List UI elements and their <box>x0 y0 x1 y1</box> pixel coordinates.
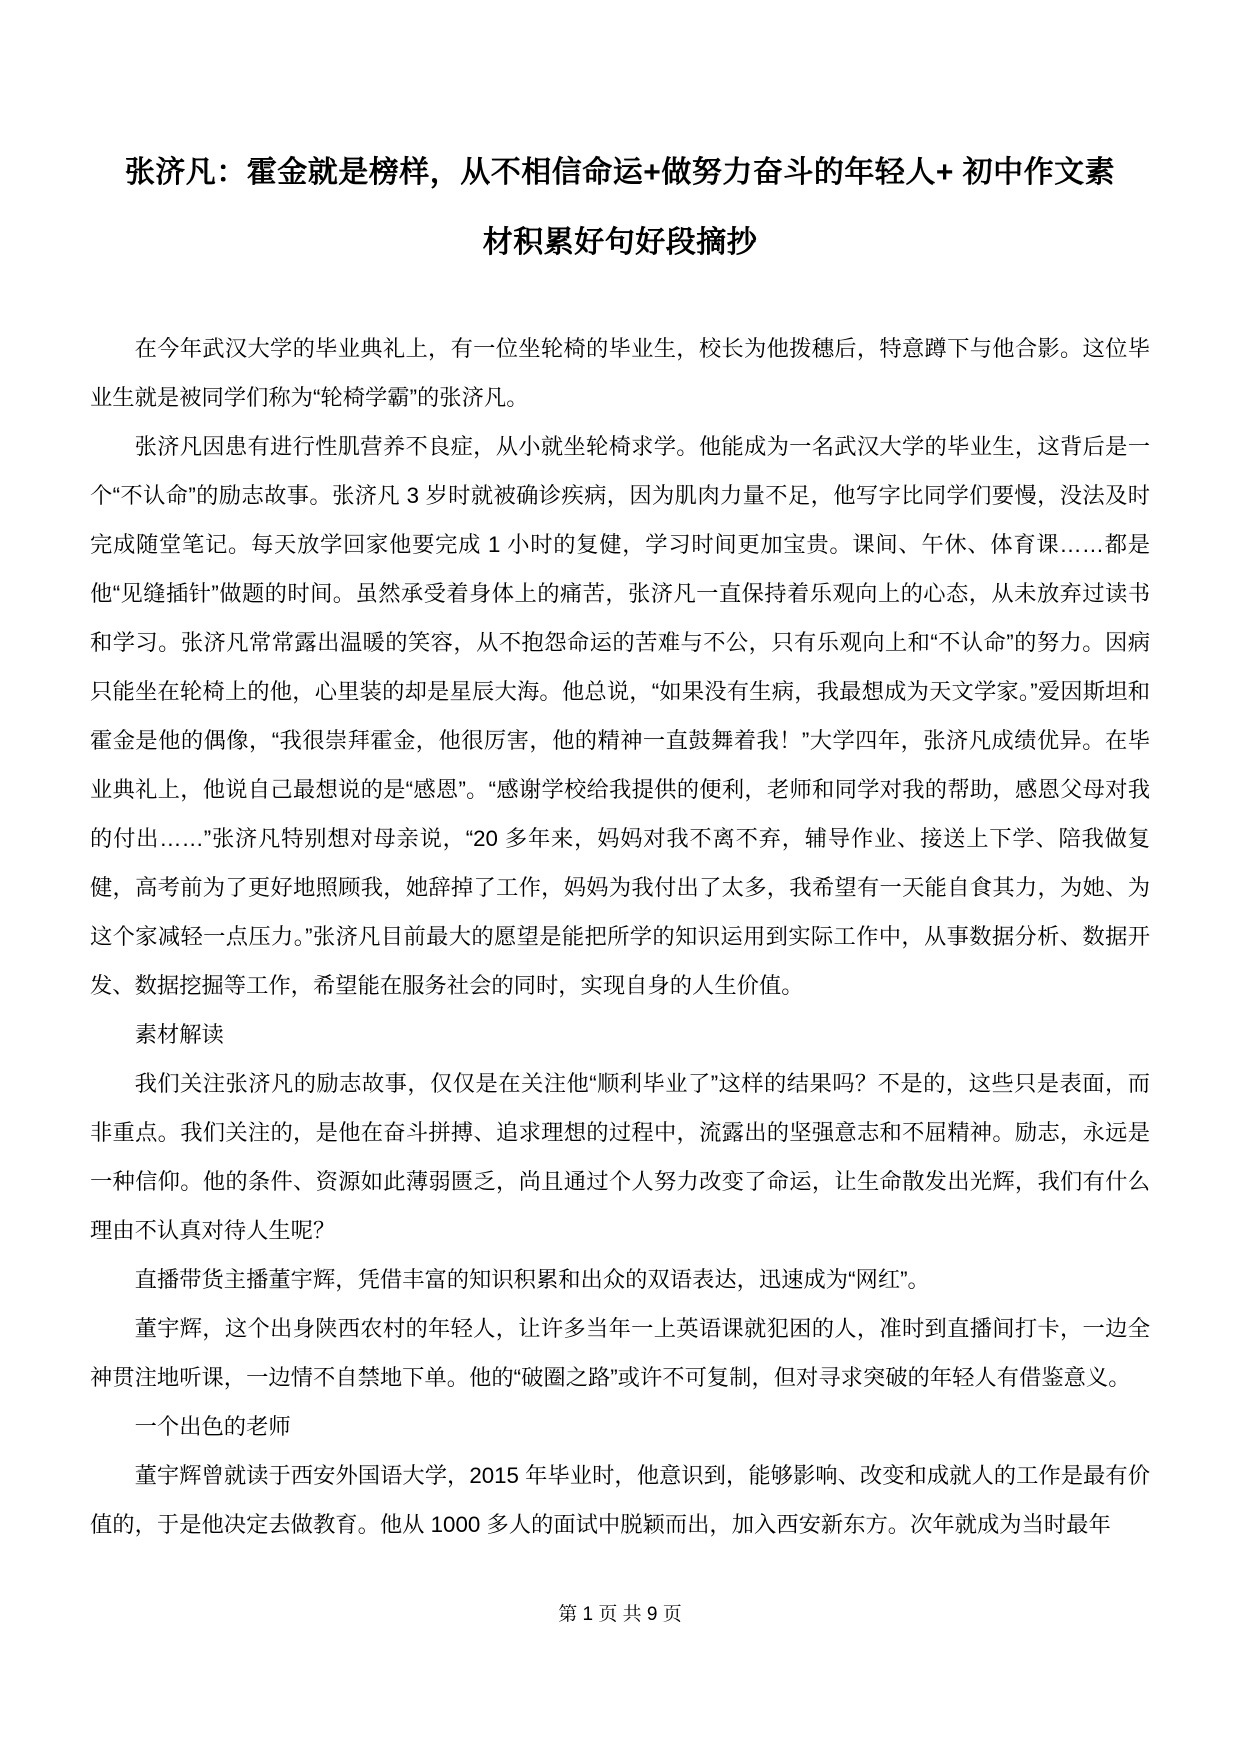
document-title <box>90 138 1150 278</box>
paragraph: 我们关注张济凡的励志故事，仅仅是在关注他“顺利毕业了”这样的结果吗？不是的，这些只是表面，而非重点。我们关注的，是他在奋斗拼搏、追求理想的过程中，流露出的坚强意志和不屈精神。励志，永远是一种信仰。他的条件、资源如此薄弱匮乏，尚且通过个人努力改变了命运，让生命散发出光辉，我们有什么理由不认真对待人生呢？ <box>90 1071 1150 1243</box>
paragraph: 直播带货主播董宇辉，凭借丰富的知识积累和出众的双语表达，迅速成为“网红”。 <box>134 1267 930 1292</box>
paragraph: 董宇辉，这个出身陕西农村的年轻人，让许多当年一上英语课就犯困的人，准时到直播间打卡，一边全神贯注地听课，一边情不自禁地下单。他的“破圈之路”或许不可复制，但对寻求突破的年轻人有借鉴意义。 <box>90 1316 1150 1390</box>
paragraph: 一个出色的老师 <box>134 1414 291 1439</box>
paragraph: 张济凡因患有进行性肌营养不良症，从小就坐轮椅求学。他能成为一名武汉大学的毕业生，这背后是一个“不认命”的励志故事。张济凡 3 岁时就被确诊疾病，因为肌肉力量不足，他写字比同学们要慢，没法及时完成随堂笔记。每天放学回家他要完成 1 小时的复健，学习时间更加宝贵。课间、午休、体育课……都是他“见缝插针”做题的时间。虽然承受着身体上的痛苦，张济凡一直保持着乐观向上的心态，从未放弃过读书和学习。张济凡常常露出温暖的笑容，从不抱怨命运的苦难与不公，只有乐观向上和“不认命”的努力。因病只能坐在轮椅上的他，心里装的却是星辰大海。他总说，“如果没有生病，我最想成为天文学家。”爱因斯坦和霍金是他的偶像，“我很崇拜霍金，他很厉害，他的精神一直鼓舞着我！”大学四年，张济凡成绩优异。在毕业典礼上，他说自己最想说的是“感恩”。“感谢学校给我提供的便利，老师和同学对我的帮助，感恩父母对我的付出……”张济凡特别想对母亲说，“20 多年来，妈妈对我不离不弃，辅导作业、接送上下学、陪我做复健，高考前为了更好地照顾我，她辞掉了工作，妈妈为我付出了太多，我希望有一天能自食其力，为她、为这个家减轻一点压力。”张济凡目前最大的愿望是能把所学的知识运用到实际工作中，从事数据分析、数据开发、数据挖掘等工作，希望能在服务社会的同时，实现自身的人生价值。 <box>90 434 1150 998</box>
paragraph: 董宇辉曾就读于西安外国语大学，2015 年毕业时，他意识到，能够影响、改变和成就人的工作是最有价值的，于是他决定去做教育。他从 1000 多人的面试中脱颖而出，加入西安新东方。次年就成为当时最年 <box>90 1463 1150 1537</box>
page-number-footer: 第 1 页 共 9 页 <box>558 1604 682 1625</box>
paragraph: 在今年武汉大学的毕业典礼上，有一位坐轮椅的毕业生，校长为他拨穗后，特意蹲下与他合影。这位毕业生就是被同学们称为“轮椅学霸”的张济凡。 <box>90 336 1150 410</box>
document-content <box>90 138 1150 1549</box>
document-body <box>90 324 1150 1549</box>
title-line-1: 张济凡：霍金就是榜样，从不相信命运+做努力奋斗的年轻人+ 初中作文素 <box>124 156 1116 189</box>
paragraph: 素材解读 <box>134 1022 224 1047</box>
title-line-2: 材积累好句好段摘抄 <box>482 226 758 259</box>
